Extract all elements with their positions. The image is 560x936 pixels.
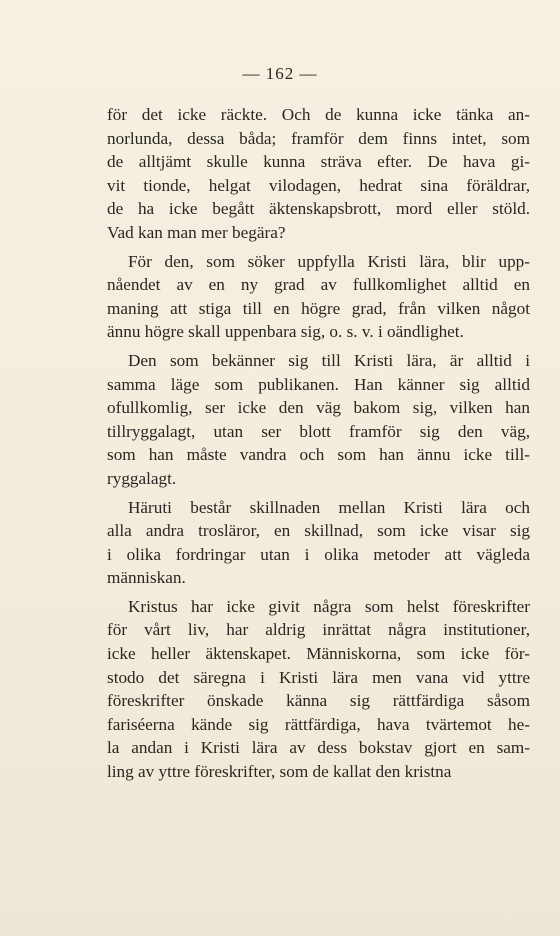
text-line: de alltjämt skulle kunna sträva efter. De hava gi- xyxy=(107,152,530,172)
text-line: för det icke räckte. Och de kunna icke tänka an- xyxy=(107,105,530,124)
paragraph xyxy=(107,103,530,245)
text-line: icke heller äktenskapet. Människorna, som icke för- xyxy=(107,644,530,664)
text-line: vit tionde, helgat vilodagen, hedrat sina föräldrar, xyxy=(107,175,530,195)
text-line: föreskrifter önskade känna sig rättfärdiga såsom xyxy=(107,691,530,711)
paragraph xyxy=(107,595,530,784)
body-text xyxy=(107,103,530,789)
text-line: nåendet av en ny grad av fullkomlighet alltid en xyxy=(107,275,530,295)
text-line: Häruti består skillnaden mellan Kristi lära och xyxy=(128,497,530,517)
text-line: som han måste vandra och som han ännu icke till- xyxy=(107,445,530,465)
page-number: — 162 — xyxy=(242,64,318,83)
text-line: för vårt liv, har aldrig inrättat några institutioner, xyxy=(107,620,530,640)
text-line: Kristus har icke givit några som helst föreskrifter xyxy=(128,596,530,616)
text-line: fariséerna kände sig rättfärdiga, hava tvärtemot he- xyxy=(107,714,530,734)
text-line: ofullkomlig, ser icke den väg bakom sig, vilken han xyxy=(107,398,530,418)
text-line: alla andra trosläror, en skillnad, som icke visar sig xyxy=(107,521,530,541)
text-line: norlunda, dessa båda; framför dem finns intet, som xyxy=(107,128,530,148)
text-line: la andan i Kristi lära av dess bokstav gjort en sam- xyxy=(107,738,530,758)
text-line: För den, som söker uppfylla Kristi lära, blir upp- xyxy=(128,251,530,271)
text-line: tillryggalagt, utan ser blott framför sig den väg, xyxy=(107,421,530,441)
text-line: maning att stiga till en högre grad, från vilken något xyxy=(107,298,530,318)
text-line: Vad kan man mer begära? xyxy=(107,222,286,242)
text-line: samma läge som publikanen. Han känner sig alltid xyxy=(107,374,530,394)
text-line: människan. xyxy=(107,568,186,588)
paragraph xyxy=(107,496,530,590)
text-line: i olika fordringar utan i olika metoder att vägleda xyxy=(107,544,530,564)
paragraph xyxy=(107,349,530,491)
text-line: ling av yttre föreskrifter, som de kallat den kristna xyxy=(107,762,452,782)
paragraph xyxy=(107,250,530,344)
text-line: de ha icke begått äktenskapsbrott, mord eller stöld. xyxy=(107,199,530,219)
text-line: ryggalagt. xyxy=(107,468,177,488)
text-line: stodo det säregna i Kristi lära men vana vid yttre xyxy=(107,667,530,687)
text-line: Den som bekänner sig till Kristi lära, är alltid i xyxy=(128,350,530,370)
text-line: ännu högre skall uppenbara sig, o. s. v. i oändlighet. xyxy=(107,322,464,342)
